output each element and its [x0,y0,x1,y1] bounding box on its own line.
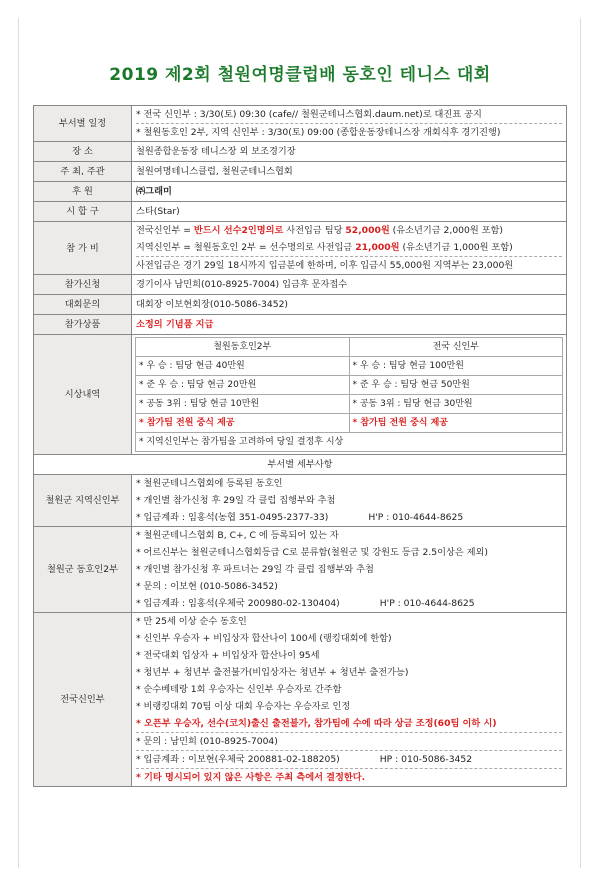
national-line-2: * 신인부 우승자 + 비입상자 합산나이 100세 (랭킹대회에 한함) [136,633,392,644]
venue-value: 철원종합운동장 테니스장 외 보조경기장 [132,142,567,162]
prize-footer-note: * 지역신인부는 참가팀을 고려하여 당일 결정후 시상 [136,433,563,452]
national-line-6: * 비랭킹대회 70팀 이상 대회 우승자는 우승자로 인정 [136,701,351,712]
label-club2: 철원군 동호인2부 [34,527,132,613]
page-edge-left [18,18,19,868]
label-venue: 장 소 [34,142,132,162]
label-prize: 시상내역 [34,335,132,455]
club2-line-4: * 문의 : 이보현 (010-5086-3452) [136,581,278,592]
row-ball [34,202,567,222]
label-contact: 대회문의 [34,295,132,315]
fee-line-3: 사전입금은 경기 29일 18시까지 입금분에 한하며, 이후 입금시 55,000원 지역부는 23,000원 [136,256,562,274]
sponsor-value: ㈜그래미 [132,182,567,202]
row-gift [34,315,567,335]
row-contact [34,295,567,315]
row-national [34,613,567,787]
label-apply: 참가신청 [34,275,132,295]
label-fee: 참 가 비 [34,222,132,275]
club2-line-5: * 입금계좌 : 임홍석(우체국 200980-02-130404) H'P : 010-4644-8625 [136,598,475,609]
document-title: 2019 제2회 철원여명클럽배 동호인 테니스 대회 [109,65,491,85]
label-sponsor: 후 원 [34,182,132,202]
apply-value: 경기이사 남민희(010-8925-7004) 입금후 문자접수 [132,275,567,295]
national-line-8: * 문의 : 남민희 (010-8925-7004) [136,732,562,750]
row-details-header [34,455,567,475]
label-ball: 시 합 구 [34,202,132,222]
local-line-3: * 입금계좌 : 임홍석(농협 351-0495-2377-33) H'P : 010-4644-8625 [136,512,464,523]
prize-national-third: * 공동 3위 : 팀당 현금 30만원 [349,395,563,414]
label-national: 전국신인부 [34,613,132,787]
prize-table [135,337,563,452]
club2-line-2: * 어르신부는 철원군테니스협회등급 C로 분류함(철원군 및 강원도 등급 2.5이상은 제외) [136,547,488,558]
prize-club2-lunch-note: * 참가팀 전원 중식 제공 [136,414,350,433]
schedule-line-1: * 전국 신인부 : 3/30(토) 09:30 (cafe// 철원군테니스협회.daum.net)로 대진표 공지 [136,109,482,120]
club2-line-1: * 철원군테니스협회 B, C+, C 에 등록되어 있는 자 [136,530,339,541]
tournament-info-table [33,105,567,787]
details-section-header: 부서별 세부사항 [34,455,567,475]
prize-club2-second: * 준 우 승 : 팀당 현금 20만원 [136,376,350,395]
page-edge-right [580,18,581,868]
row-venue [34,142,567,162]
row-sponsor [34,182,567,202]
label-schedule: 부서별 일정 [34,106,132,142]
label-local: 철원군 지역신인부 [34,475,132,527]
row-host [34,162,567,182]
schedule-line-2: * 철원동호인 2부, 지역 신인부 : 3/30(토) 09:00 (종합운동장테니스장 개회식후 경기진행) [136,123,562,141]
national-line-3: * 전국대회 입상자 + 비입상자 합산나이 95세 [136,650,320,661]
fee-line-2: 지역신인부 = 철원동호인 2부 = 선수명의로 사전입금 21,000원 (유소년기금 1,000원 포함) [136,242,513,253]
prize-national-first: * 우 승 : 팀당 현금 100만원 [349,357,563,376]
prize-header-club2: 철원동호인2부 [136,338,350,357]
club2-line-3: * 개인별 참가신청 후 파트너는 29일 각 클럽 집행부와 추첨 [136,564,374,575]
gift-value: 소정의 기념품 지급 [132,315,567,335]
prize-national-lunch-note: * 참가팀 전원 중식 제공 [349,414,563,433]
national-line-4: * 청년부 + 청년부 출전불가(비입상자는 청년부 + 청년부 출전가능) [136,667,409,678]
row-club2 [34,527,567,613]
national-line-9: * 입금계좌 : 이보현(우체국 200881-02-188205) HP : 010-5086-3452 [136,750,562,768]
prize-header-national: 전국 신인부 [349,338,563,357]
ball-value: 스타(Star) [132,202,567,222]
prize-club2-first: * 우 승 : 팀당 현금 40만원 [136,357,350,376]
row-schedule [34,106,567,142]
national-line-1: * 만 25세 이상 순수 동호인 [136,616,247,627]
label-gift: 참가상품 [34,315,132,335]
label-host: 주 최, 주관 [34,162,132,182]
row-local [34,475,567,527]
row-apply [34,275,567,295]
prize-club2-third: * 공동 3위 : 팀당 현금 10만원 [136,395,350,414]
local-line-1: * 철원군테니스협회에 등록된 동호인 [136,478,283,489]
national-line-5: * 순수베테랑 1회 우승자는 신인부 우승자로 간주함 [136,684,342,695]
fee-line-1: 전국신인부 = 반드시 선수2인명의로 사전입금 팀당 52,000원 (유소년기금 2,000원 포함) [136,225,503,236]
local-line-2: * 개인별 참가신청 후 29일 각 클럽 집행부와 추첨 [136,495,336,506]
national-line-7: * 오픈부 우승자, 선수(코치)출신 출전불가, 참가팀에 수에 따라 상금 조정(60팀 이하 시) [136,718,497,729]
prize-national-second: * 준 우 승 : 팀당 현금 50만원 [349,376,563,395]
row-prize [34,335,567,455]
contact-value: 대회장 이보현회장(010-5086-3452) [132,295,567,315]
row-fee [34,222,567,275]
host-value: 철원여명테니스클럽, 철원군테니스협회 [132,162,567,182]
national-line-10: * 기타 명시되어 있지 않은 사항은 주최 측에서 결정한다. [136,768,562,786]
